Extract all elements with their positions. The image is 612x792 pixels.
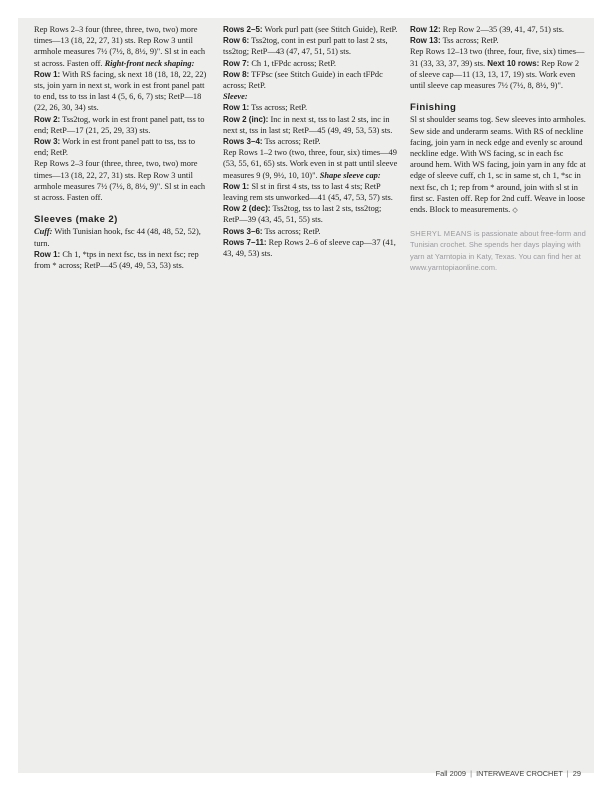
paragraph: Row 1: Tss across; RetP.	[223, 103, 308, 113]
issue-date: Fall 2009	[435, 769, 467, 778]
paragraph: Row 2: Tss2tog, work in est front panel patt, tss to end; RetP—17 (21, 25, 29, 33) sts.	[34, 114, 205, 135]
paragraph: Row 3: Work in est front panel patt to tss, tss to end; RetP.	[34, 137, 196, 158]
paragraph: Row 1: Sl st in first 4 sts, tss to last 4 sts; RetP leaving rem sts unworked—41 (45, 47, 53, 57) sts.	[223, 181, 393, 203]
column-3	[410, 24, 588, 273]
subheading-sleeve: Sleeve:	[223, 92, 248, 102]
author-name: SHERYL MEANS	[410, 229, 472, 239]
paragraph: Rows 2–5: Work purl patt (see Stitch Guide), RetP.	[223, 25, 398, 34]
paragraph: Row 13: Tss across; RetP.	[410, 36, 499, 46]
paragraph: Rows 3–6: Tss across; RetP.	[223, 226, 321, 236]
paragraph: Row 8: TFPsc (see Stitch Guide) in each tFPdc across; RetP.	[223, 69, 383, 91]
paragraph: Row 12: Rep Row 2—35 (39, 41, 47, 51) sts.	[410, 25, 564, 34]
footer-separator: |	[566, 769, 569, 778]
paragraph: Rows 3–4: Tss across; RetP.	[223, 137, 321, 147]
paragraph: Row 1: Ch 1, *tps in next fsc, tss in next fsc; rep from * across; RetP—45 (49, 49, 53, 53) sts.	[34, 249, 199, 271]
column-2	[223, 24, 399, 259]
paragraph: Rep Rows 12–13 two (three, four, five, six) times—31 (33, 33, 37, 39) sts. Next 10 rows: Rep Row 2 of sleeve cap—11 (13, 13, 17, 19) sts. Work even until sleeve cap measures 7½ (7½, 8, 8½, 9)".	[410, 47, 585, 91]
paragraph: Row 2 (inc): Inc in next st, tss to last 2 sts, inc in next st, tss in last st; RetP—45 (49, 49, 53, 53) sts.	[223, 114, 393, 135]
paragraph: Rep Rows 1–2 two (two, three, four, six) times—49 (53, 55, 61, 65) sts. Work even in st patt until sleeve measures 9 (9, 9½, 10, 10)". Shape sleeve cap:	[223, 148, 398, 180]
paragraph: Rep Rows 2–3 four (three, three, two, two) more times—13 (18, 22, 27, 31) sts. Rep Row 3 until armhole measures 7½ (7½, 8, 8½, 9)". Sl st in each st across. Fasten off.	[34, 159, 206, 203]
paragraph: Rep Rows 2–3 four (three, three, two, two) more times—13 (18, 22, 27, 31) sts. Rep Row 3 until armhole measures 7½ (7½, 8, 8½, 9)". Sl st in each st across. Fasten off. Right-front neck shaping:	[34, 25, 206, 68]
column-1	[34, 24, 210, 271]
author-bio: SHERYL MEANS is passionate about free-form and Tunisian crochet. She spends her days playing with yarn at Yarntopia in Katy, Texas. You can find her at www.yarntopiaonline.com.	[410, 229, 586, 272]
section-heading-sleeves: Sleeves (make 2)	[34, 214, 118, 226]
paragraph: Row 2 (dec): Tss2tog, tss to last 2 sts, tss2tog; RetP—39 (43, 45, 51, 55) sts.	[223, 204, 382, 225]
paragraph: Row 6: Tss2tog, cont in est purl patt to last 2 sts, tss2tog; RetP—43 (47, 47, 51, 51) sts.	[223, 36, 388, 57]
paragraph: Rows 7–11: Rep Rows 2–6 of sleeve cap—37 (41, 43, 49, 53) sts.	[223, 237, 396, 259]
page-footer	[421, 769, 581, 778]
section-heading-finishing: Finishing	[410, 102, 457, 114]
paragraph: Cuff: With Tunisian hook, fsc 44 (48, 48, 52, 52), turn.	[34, 227, 201, 248]
footer-separator: |	[470, 769, 472, 778]
magazine-name: INTERWEAVE CROCHET	[476, 769, 563, 778]
paragraph: Row 1: With RS facing, sk next 18 (18, 18, 22, 22) sts, join yarn in next st, work in est front panel patt to end, tss to tss in last 4 (5, 6, 6, 7) sts; RetP—18 (22, 26, 30, 34) sts.	[34, 69, 207, 113]
page-number: 29	[572, 769, 581, 778]
paragraph: Sl st shoulder seams tog. Sew sleeves into armholes. Sew side and underarm seams. With RS of neckline facing, join yarn in neck edge and evenly sc around neckline edge. With WS facing, sc in each fsc around hem. With WS facing, join yarn in any fdc at edge of sleeve cuff, ch 1, sc in same st, ch 1, *sc in next fsc, ch 1; rep from * around, join with sl st in first sc. Fasten off. Rep for 2nd cuff. Weave in loose ends. Block to measurements. ◇	[410, 115, 586, 215]
paragraph: Row 7: Ch 1, tFPdc across; RetP.	[223, 58, 337, 68]
end-mark-icon: ◇	[512, 206, 518, 215]
